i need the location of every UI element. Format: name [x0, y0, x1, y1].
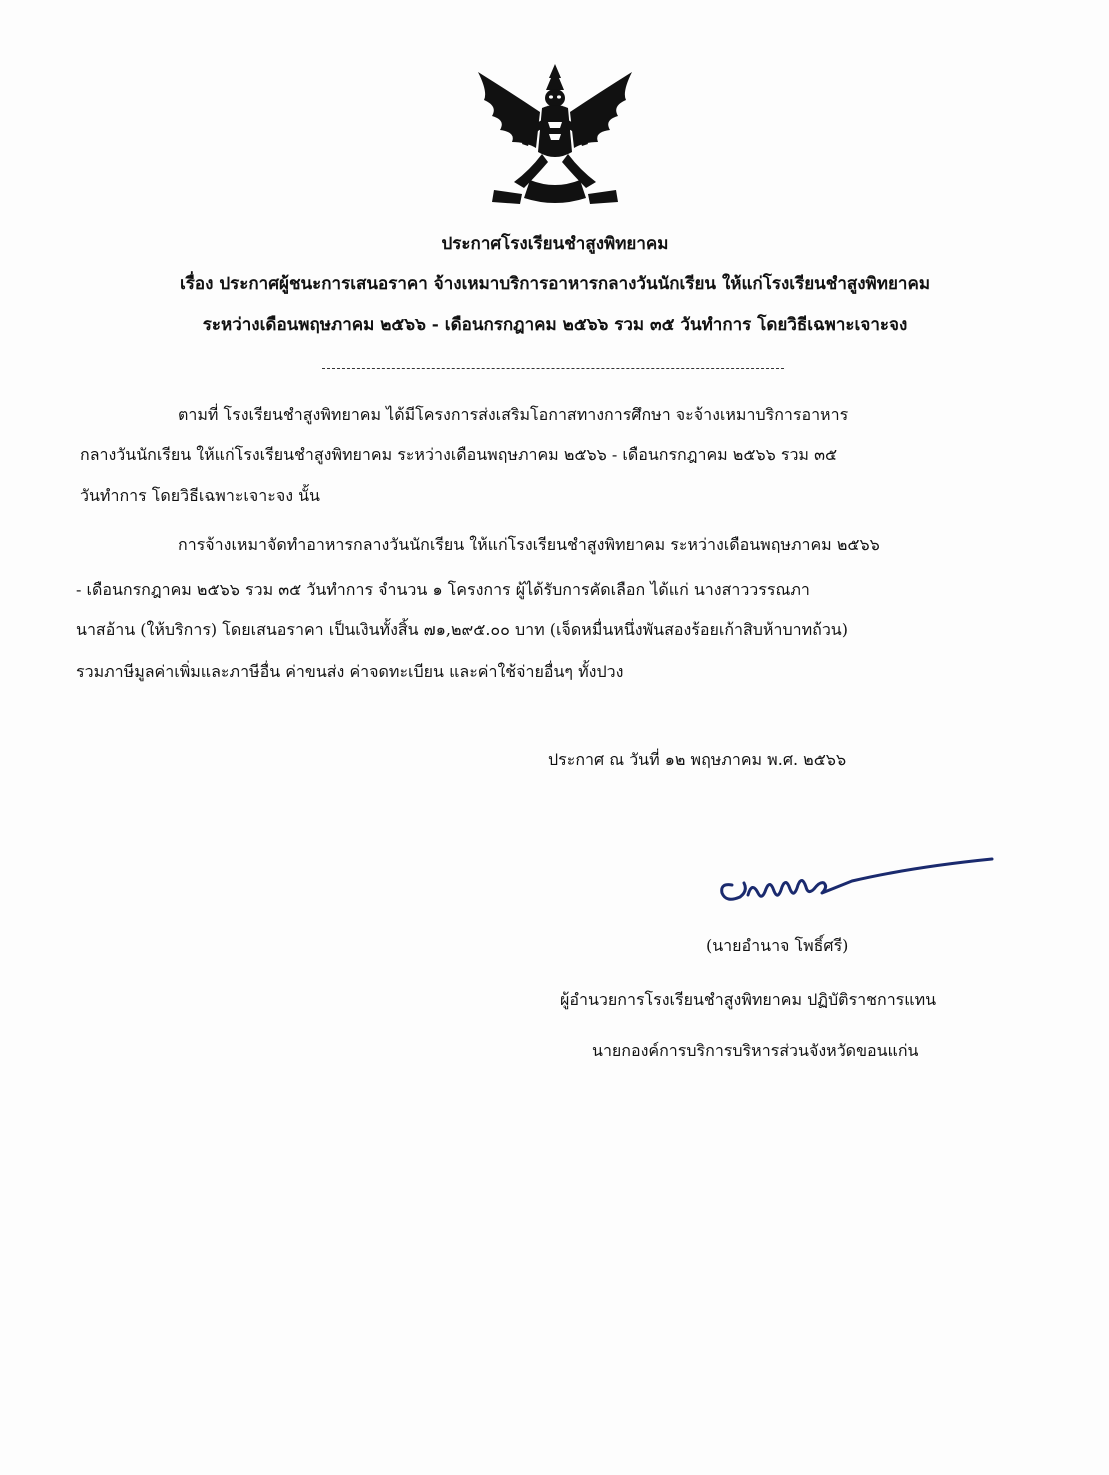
signer-position-line1: ผู้อำนวยการโรงเรียนชำสูงพิทยาคม ปฏิบัติราชการแทน	[560, 990, 937, 1009]
announcement-date: ประกาศ ณ วันที่ ๑๒ พฤษภาคม พ.ศ. ๒๕๖๖	[548, 750, 847, 769]
signer-name: (นายอำนาจ โพธิ์ศรี)	[706, 936, 849, 955]
paragraph1-line3: วันทำการ โดยวิธีเฉพาะเจาะจง นั้น	[80, 486, 320, 505]
signer-position-line2: นายกองค์การบริการบริหารส่วนจังหวัดขอนแก่น	[592, 1041, 919, 1060]
paragraph1-line2: กลางวันนักเรียน ให้แก่โรงเรียนชำสูงพิทยาคม ระหว่างเดือนพฤษภาคม ๒๕๖๖ - เดือนกรกฎาคม ๒๕๖๖ รวม ๓๕	[80, 445, 838, 464]
handwritten-signature-icon	[712, 845, 1002, 915]
garuda-emblem-icon	[470, 62, 640, 217]
announcement-agency: ประกาศโรงเรียนชำสูงพิทยาคม	[441, 234, 669, 254]
announcement-subject-line2: ระหว่างเดือนพฤษภาคม ๒๕๖๖ - เดือนกรกฎาคม ๒๕๖๖ รวม ๓๕ วันทำการ โดยวิธีเฉพาะเจาะจง	[202, 315, 908, 335]
paragraph2-line3: นาสอ้าน (ให้บริการ) โดยเสนอราคา เป็นเงินทั้งสิ้น ๗๑,๒๙๕.๐๐ บาท (เจ็ดหมื่นหนึ่งพันสองร้อยเก้าสิบห้าบาทถ้วน)	[76, 620, 848, 639]
paragraph1-line1: ตามที่ โรงเรียนชำสูงพิทยาคม ได้มีโครงการส่งเสริมโอกาสทางการศึกษา จะจ้างเหมาบริการอาหาร	[178, 405, 849, 424]
paragraph2-line4: รวมภาษีมูลค่าเพิ่มและภาษีอื่น ค่าขนส่ง ค่าจดทะเบียน และค่าใช้จ่ายอื่นๆ ทั้งปวง	[76, 662, 624, 681]
paragraph2-line1: การจ้างเหมาจัดทำอาหารกลางวันนักเรียน ให้แก่โรงเรียนชำสูงพิทยาคม ระหว่างเดือนพฤษภาคม ๒๕๖๖	[178, 535, 880, 554]
paragraph2-line2: - เดือนกรกฎาคม ๒๕๖๖ รวม ๓๕ วันทำการ จำนวน ๑ โครงการ ผู้ได้รับการคัดเลือก ได้แก่ นางสาววรรณภา	[76, 580, 810, 599]
divider	[322, 368, 784, 369]
announcement-subject-line1: เรื่อง ประกาศผู้ชนะการเสนอราคา จ้างเหมาบริการอาหารกลางวันนักเรียน ให้แก่โรงเรียนชำสูงพิทยาคม	[179, 274, 931, 294]
